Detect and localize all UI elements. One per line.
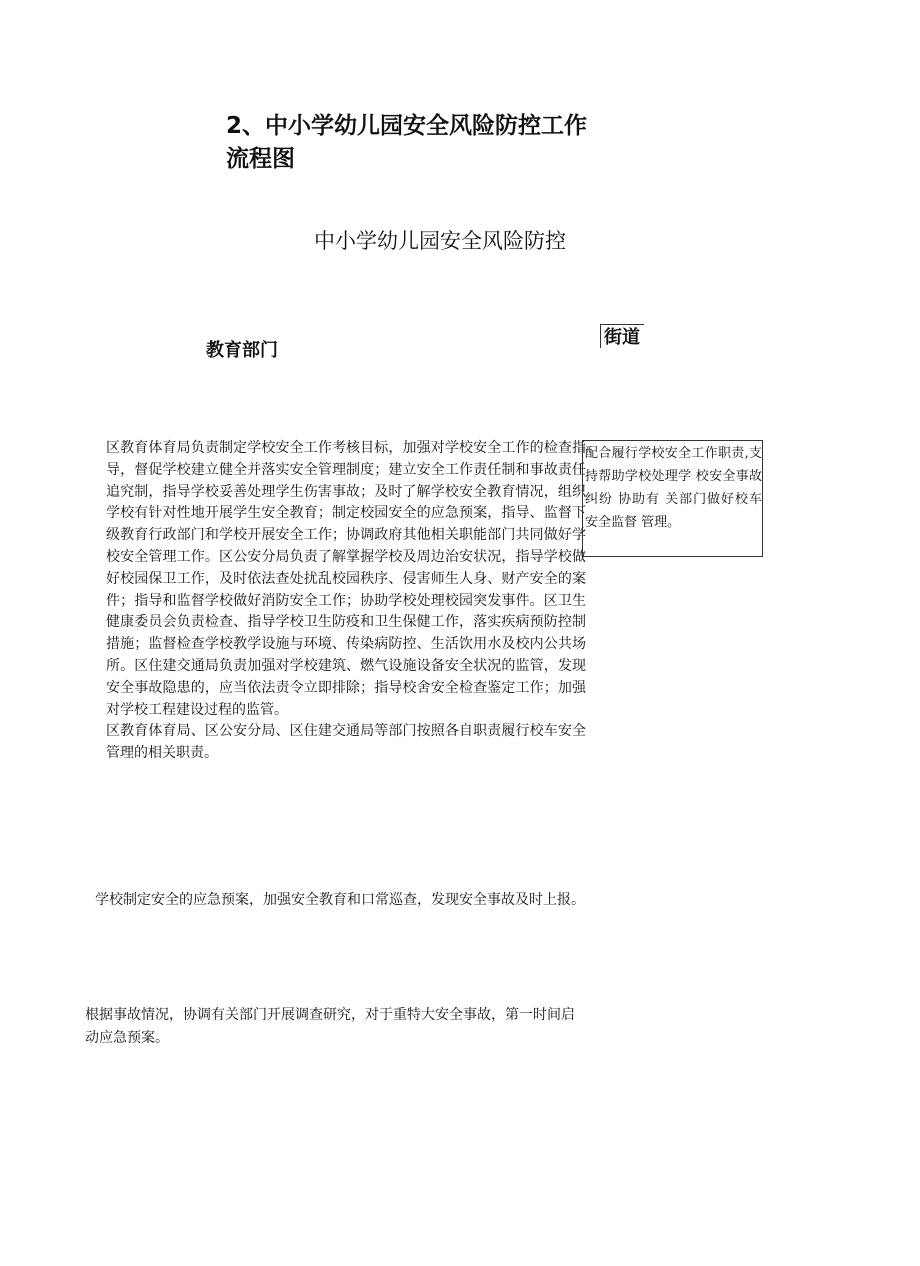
- education-paragraph-2: 区教育体育局、区公安分局、区住建交通局等部门按照各自职责履行校车安全管理的相关职责。: [106, 723, 586, 762]
- street-column-label: 街道: [600, 324, 644, 348]
- education-column-label: 教育部门: [206, 340, 278, 361]
- page-heading: 2、中小学幼儿园安全风险防控工作流程图: [226, 113, 588, 172]
- school-step: 学校制定安全的应急预案，加强安全教育和口常巡查，发现安全事故及时上报。: [95, 892, 585, 908]
- education-paragraph-1: 区教育体育局负责制定学校安全工作考核目标，加强对学校安全工作的检查指导，督促学校建立健全并落实安全管理制度；建立安全工作责任制和事故责任追究制，指导学校妥善处理学生伤害事故；及时了解学校安全教育情况，组织学校有针对性地开展学生安全教育；制定校园安全的应急预案，指导、监督下级教育行政部门和学校开展安全工作；协调政府其他相关职能部门共同做好学校安全管理工作。区公安分局负责了解掌握学校及周边治安状况，指导学校做好校园保卫工作，及时依法查处扰乱校园秩序、侵害师生人身、财产安全的案件；指导和监督学校做好消防安全工作；协助学校处理校园突发事件。区卫生健康委员会负责检查、指导学校卫生防疫和卫生保健工作，落实疾病预防控制措施；监督检查学校教学设施与环境、传染病防控、生活饮用水及校内公共场所。区住建交通局负责加强对学校建筑、燃气设施设备安全状况的监管，发现安全事故隐患的，应当依法责令立即排除；指导校舍安全检查鉴定工作；加强对学校工程建设过程的监管。: [106, 440, 586, 718]
- accident-step: 根据事故情况，协调有关部门开展调查研究，对于重特大安全事故，第一时间启动应急预案。: [85, 1007, 575, 1046]
- street-responsibilities-box: 配合履行学校安全工作职责,支持帮助学校处理学 校安全事故纠纷 协助有 关部门做好校车安全监督 管理。: [582, 440, 763, 557]
- flowchart-title: 中小学幼儿园安全风险防控: [314, 229, 566, 253]
- education-responsibilities: [106, 438, 586, 765]
